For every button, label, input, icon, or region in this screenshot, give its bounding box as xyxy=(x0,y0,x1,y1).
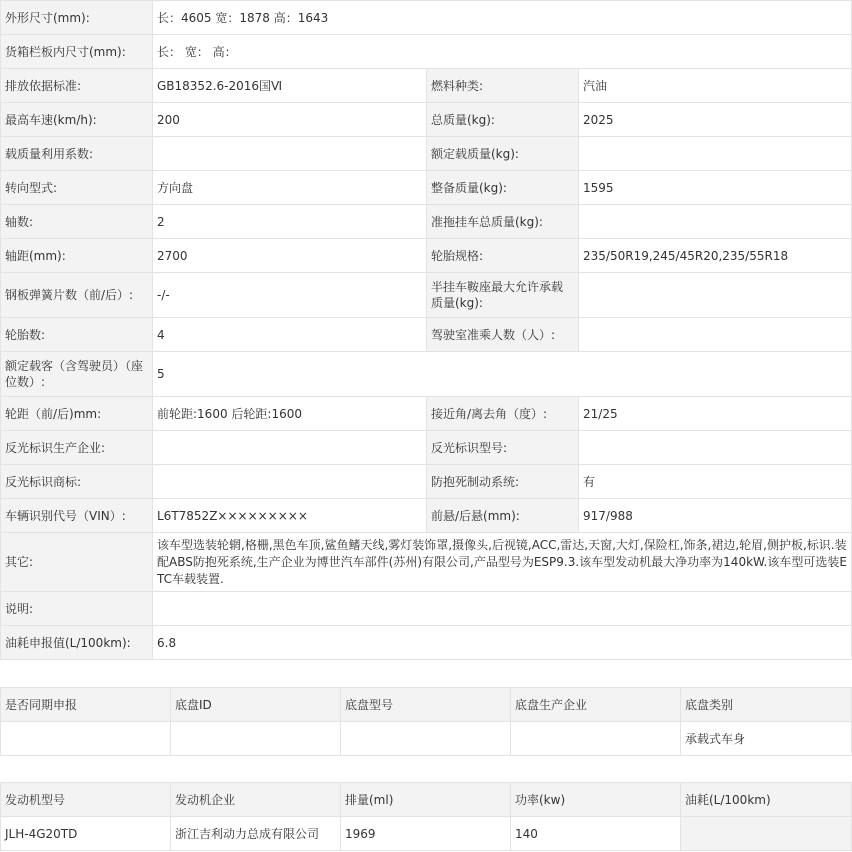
spec-row xyxy=(1,431,852,465)
spec-label: 反光标识型号: xyxy=(427,431,579,465)
spec-row xyxy=(1,103,852,137)
note-label: 说明: xyxy=(1,592,153,626)
note-value xyxy=(153,592,852,626)
spec-value xyxy=(579,205,852,239)
cargo-label: 货箱栏板内尺寸(mm): xyxy=(1,35,153,69)
spec-row-other xyxy=(1,533,852,592)
spec-value: 1595 xyxy=(579,171,852,205)
spec-value xyxy=(153,431,427,465)
engine-cell: 140 xyxy=(511,817,681,851)
spec-row xyxy=(1,465,852,499)
chassis-row xyxy=(1,722,852,756)
spec-label: 燃料种类: xyxy=(427,69,579,103)
spec-label: 接近角/离去角（度）: xyxy=(427,397,579,431)
spec-value xyxy=(579,273,852,318)
spec-label: 额定载质量(kg): xyxy=(427,137,579,171)
spec-row xyxy=(1,137,852,171)
chassis-header: 是否同期申报 xyxy=(1,688,171,722)
chassis-header: 底盘ID xyxy=(171,688,341,722)
spec-row xyxy=(1,273,852,318)
chassis-cell xyxy=(1,722,171,756)
spec-value: 前轮距:1600 后轮距:1600 xyxy=(153,397,427,431)
spec-label: 轮距（前/后)mm: xyxy=(1,397,153,431)
spec-value xyxy=(579,137,852,171)
spec-value: 2025 xyxy=(579,103,852,137)
engine-header: 发动机企业 xyxy=(171,783,341,817)
spec-value: 汽油 xyxy=(579,69,852,103)
spec-label: 总质量(kg): xyxy=(427,103,579,137)
spec-label: 半挂车鞍座最大允许承载质量(kg): xyxy=(427,273,579,318)
dims-value: 长：4605 宽：1878 高：1643 xyxy=(153,1,852,35)
engine-header: 发动机型号 xyxy=(1,783,171,817)
spec-label: 轴数: xyxy=(1,205,153,239)
fuel-label: 油耗申报值(L/100km): xyxy=(1,626,153,660)
spec-value: 21/25 xyxy=(579,397,852,431)
chassis-header: 底盘型号 xyxy=(341,688,511,722)
chassis-table xyxy=(0,687,852,756)
spec-label: 轮胎数: xyxy=(1,318,153,352)
spec-row-cargo xyxy=(1,35,852,69)
spec-value: 2700 xyxy=(153,239,427,273)
chassis-cell xyxy=(341,722,511,756)
spec-row-note xyxy=(1,592,852,626)
spec-row xyxy=(1,499,852,533)
spec-value: 200 xyxy=(153,103,427,137)
spec-label: 钢板弹簧片数（前/后）: xyxy=(1,273,153,318)
spec-value: 917/988 xyxy=(579,499,852,533)
spec-label: 驾驶室准乘人数（人）: xyxy=(427,318,579,352)
spec-value: 方向盘 xyxy=(153,171,427,205)
spec-row-seats xyxy=(1,352,852,397)
spec-value: -/- xyxy=(153,273,427,318)
spec-label: 准拖挂车总质量(kg): xyxy=(427,205,579,239)
spec-row xyxy=(1,239,852,273)
spec-value: 4 xyxy=(153,318,427,352)
chassis-cell: 承载式车身 xyxy=(681,722,852,756)
spec-label: 反光标识生产企业: xyxy=(1,431,153,465)
spec-label: 最高车速(km/h): xyxy=(1,103,153,137)
engine-header: 功率(kw) xyxy=(511,783,681,817)
engine-table xyxy=(0,782,852,851)
spec-value: GB18352.6-2016国Ⅵ xyxy=(153,69,427,103)
spec-value: 235/50R19,245/45R20,235/55R18 xyxy=(579,239,852,273)
spec-row xyxy=(1,205,852,239)
seats-value: 5 xyxy=(153,352,852,397)
engine-header-row xyxy=(1,783,852,817)
section-gap xyxy=(0,756,852,782)
dims-label: 外形尺寸(mm): xyxy=(1,1,153,35)
spec-label: 车辆识别代号（VIN）: xyxy=(1,499,153,533)
spec-label: 转向型式: xyxy=(1,171,153,205)
fuel-value: 6.8 xyxy=(153,626,852,660)
chassis-cell xyxy=(171,722,341,756)
other-value: 该车型选装轮辋,格栅,黑色车顶,鲨鱼鳍天线,雾灯装饰罩,摄像头,后视镜,ACC,雷达,天窗,大灯,保险杠,饰条,裙边,轮眉,侧护板,标识.装配ABS防抱死系统,生产企业为博世汽车部件(苏州)有限公司,产品型号为ESP9.3.该车型发动机最大净功率为140kW.该车型可选装ETC车载装置. xyxy=(153,533,852,592)
engine-cell: 浙江吉利动力总成有限公司 xyxy=(171,817,341,851)
spec-row-dimensions xyxy=(1,1,852,35)
spec-label: 反光标识商标: xyxy=(1,465,153,499)
spec-value xyxy=(153,465,427,499)
chassis-header-row xyxy=(1,688,852,722)
engine-header: 油耗(L/100km) xyxy=(681,783,852,817)
engine-cell: 1969 xyxy=(341,817,511,851)
engine-cell: JLH-4G20TD xyxy=(1,817,171,851)
spec-value: L6T7852Z××××××××× xyxy=(153,499,427,533)
spec-label: 防抱死制动系统: xyxy=(427,465,579,499)
chassis-header: 底盘类别 xyxy=(681,688,852,722)
spec-value xyxy=(579,318,852,352)
spec-value xyxy=(579,431,852,465)
cargo-value: 长： 宽： 高： xyxy=(153,35,852,69)
spec-label: 轴距(mm): xyxy=(1,239,153,273)
spec-label: 前悬/后悬(mm): xyxy=(427,499,579,533)
spec-label: 排放依据标准: xyxy=(1,69,153,103)
spec-row xyxy=(1,69,852,103)
spec-label: 整备质量(kg): xyxy=(427,171,579,205)
engine-cell xyxy=(681,817,852,851)
spec-row xyxy=(1,318,852,352)
chassis-cell xyxy=(511,722,681,756)
other-label: 其它: xyxy=(1,533,153,592)
spec-value xyxy=(153,137,427,171)
spec-row xyxy=(1,397,852,431)
engine-row xyxy=(1,817,852,851)
spec-row-fuel xyxy=(1,626,852,660)
engine-header: 排量(ml) xyxy=(341,783,511,817)
section-gap xyxy=(0,660,852,687)
chassis-header: 底盘生产企业 xyxy=(511,688,681,722)
spec-label: 轮胎规格: xyxy=(427,239,579,273)
seats-label: 额定载客（含驾驶员）（座位数）: xyxy=(1,352,153,397)
spec-value: 有 xyxy=(579,465,852,499)
spec-value: 2 xyxy=(153,205,427,239)
spec-label: 载质量利用系数: xyxy=(1,137,153,171)
spec-row xyxy=(1,171,852,205)
